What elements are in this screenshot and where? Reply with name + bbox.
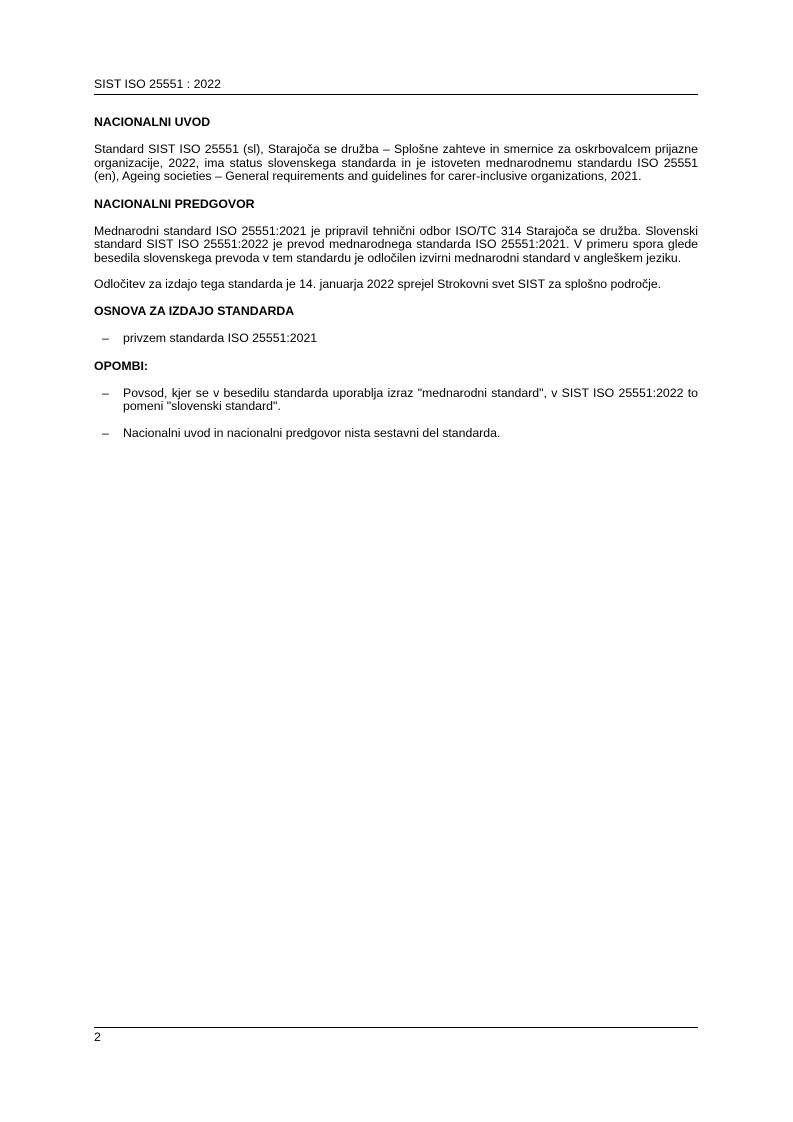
section-title-nacionalni-uvod: NACIONALNI UVOD bbox=[94, 115, 211, 129]
dash-marker: – bbox=[102, 331, 109, 346]
nacionalni-predgovor-paragraph-2: Odločitev za izdajo tega standarda je 14. januarja 2022 sprejel Strokovni svet SIST za splošno področje. bbox=[94, 276, 662, 291]
osnova-list bbox=[94, 332, 698, 346]
page-content bbox=[94, 115, 698, 454]
page-number: 2 bbox=[94, 1030, 101, 1044]
nacionalni-predgovor-paragraph-1: Mednarodni standard ISO 25551:2021 je pripravil tehnični odbor ISO/TC 314 Starajoča se družba. Slovenski standard SIST ISO 25551:2022 je prevod mednarodnega standarda ISO 25551:2021. V primeru spora glede besedila slovenskega prevoda v tem standardu je odločilen izvirni mednarodni standard v angleškem jeziku. bbox=[94, 223, 698, 265]
list-item bbox=[94, 332, 698, 346]
footer-divider bbox=[94, 1027, 698, 1028]
section-title-osnova: OSNOVA ZA IZDAJO STANDARDA bbox=[94, 304, 295, 319]
list-item bbox=[94, 387, 698, 414]
nacionalni-uvod-paragraph: Standard SIST ISO 25551 (sl), Starajoča se družba – Splošne zahteve in smernice za oskrbovalcem prijazne organizacije, 2022, ima status slovenskega standarda in je istoveten mednarodnemu standardu ISO 25551 (en), Ageing societies – General requirements and guidelines for carer-inclusive organizations, 2021. bbox=[94, 142, 698, 184]
dash-marker: – bbox=[102, 385, 109, 400]
page-header bbox=[94, 77, 698, 95]
list-item bbox=[94, 427, 698, 441]
section-title-nacionalni-predgovor: NACIONALNI PREDGOVOR bbox=[94, 196, 255, 211]
dash-marker: – bbox=[102, 425, 109, 440]
section-title-opombi: OPOMBI: bbox=[94, 358, 148, 373]
list-item-text: Povsod, kjer se v besedilu standarda uporablja izraz "mednarodni standard", v SIST ISO 25551:2022 to pomeni "slovenski standard". bbox=[123, 385, 698, 414]
list-item-text: Nacionalni uvod in nacionalni predgovor nista sestavni del standarda. bbox=[123, 425, 501, 440]
opombi-list bbox=[94, 387, 698, 441]
document-id: SIST ISO 25551 : 2022 bbox=[94, 77, 221, 91]
list-item-text: privzem standarda ISO 25551:2021 bbox=[123, 331, 318, 346]
